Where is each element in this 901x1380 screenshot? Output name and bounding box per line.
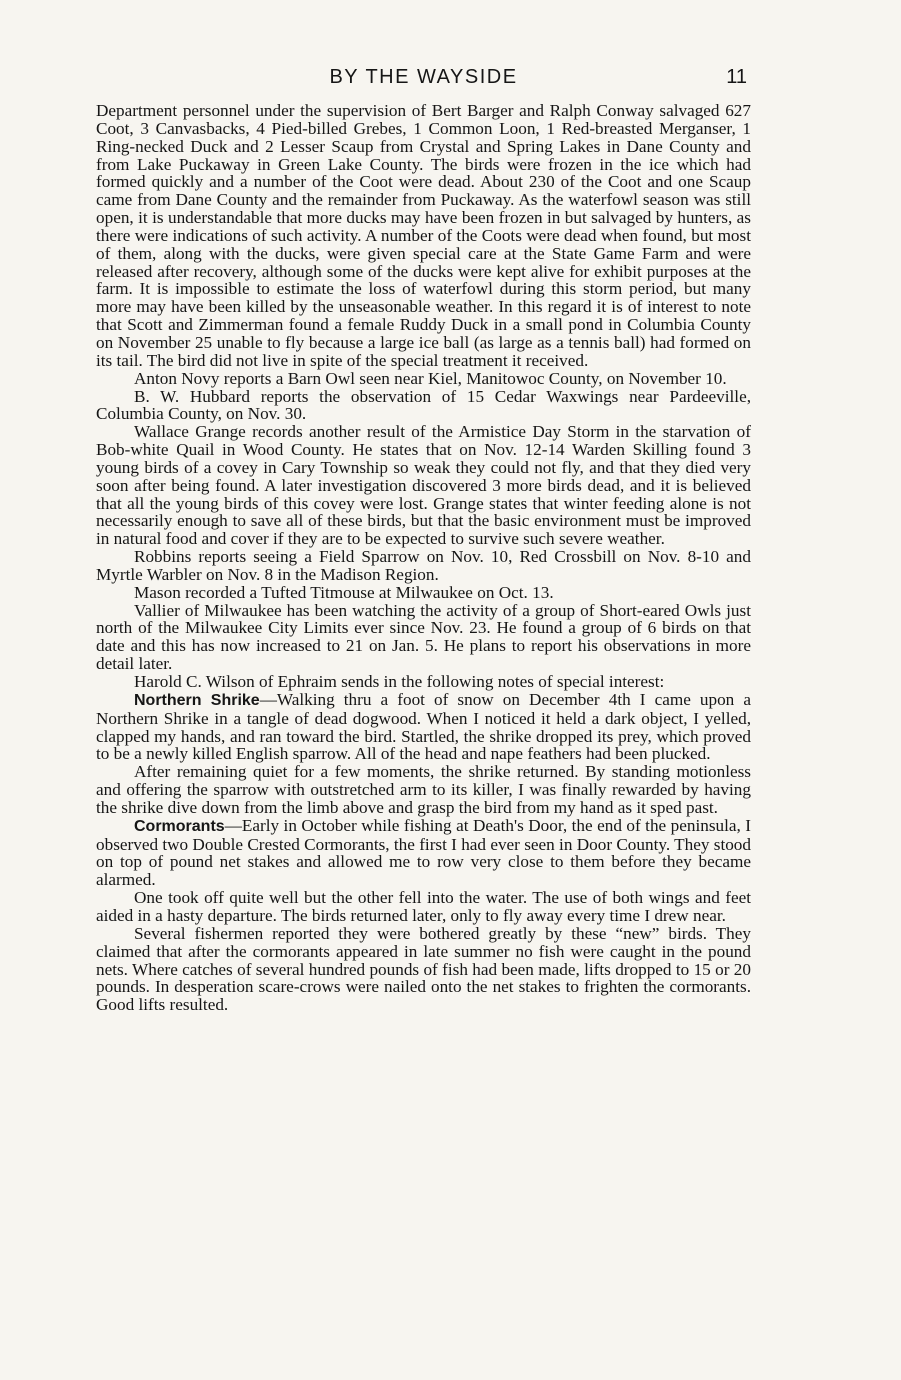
paragraph-text: Department personnel under the supervision of Bert Barger and Ralph Conway salvaged 627 Coot, 3 Canvasbacks, 4 Pied-billed Grebes, 1 Common Loon, 1 Red-breasted Merganser, 1 Ring-necked Duck and 2 Lesser Scaup from Crystal and Spring Lakes in Dane County and from Lake Puckaway in Green Lake County. The birds were frozen in the ice which had formed quickly and a number of the Coot were dead. About 230 of the Coot and one Scaup came from Dane County and the remainder from Puckaway. As the waterfowl season was still open, it is understandable that more ducks may have been frozen in but salvaged by hunters, as there were indications of such activity. A number of the Coots were dead when found, but most of them, along with the ducks, were given special care at the State Game Farm and were released after recovery, although some of the ducks were kept alive for exhibit purposes at the farm. It is impossible to estimate the loss of waterfowl during this storm period, but many more may have been killed by the unseasonable weather. In this regard it is of interest to note that Scott and Zimmerman found a female Ruddy Duck in a small pond in Columbia County on November 25 unable to fly because a large ice ball (as large as a tennis ball) had formed on its tail. The bird did not live in spite of the special treatment it received. [96,101,751,370]
paragraph-waterfowl-salvage [96,102,751,370]
paragraph-text: B. W. Hubbard reports the observation of 15 Cedar Waxwings near Pardeeville, Columbia County, on Nov. 30. [96,386,751,424]
paragraph-text: Several fishermen reported they were bothered greatly by these “new” birds. They claimed that after the cormorants appeared in late summer no fish were caught in the pound nets. Where catches of several hundred pounds of fish had been made, lifts dropped to 15 or 20 pounds. In desperation scare-crows were nailed onto the net stakes to frighten the cormorants. Good lifts resulted. [96,923,751,1015]
paragraph-text: Harold C. Wilson of Ephraim sends in the following notes of special interest: [134,672,665,691]
body-text [96,102,751,1014]
paragraph-cedar-waxwings [96,388,751,424]
paragraph-text: After remaining quiet for a few moments, the shrike returned. By standing motionless and offering the sparrow with outstretched arm to its killer, I was finally rewarded by having the shrike dive down from the limb above and grasp the bird from my hand as it sped past. [96,762,751,817]
paragraph-text: Vallier of Milwaukee has been watching the activity of a group of Short-eared Owls just north of the Milwaukee City Limits ever since Nov. 23. He found a group of 6 birds on that date and this has now increased to 21 on Jan. 5. He plans to report his observations in more detail later. [96,600,751,674]
paragraph-text: One took off quite well but the other fell into the water. The use of both wings and feet aided in a hasty departure. The birds returned later, only to fly away every time I drew near. [96,888,751,925]
paragraph-text: Wallace Grange records another result of the Armistice Day Storm in the starvation of Bob-white Quail in Wood County. He states that on Nov. 12-14 Warden Skilling found 3 young birds of a covey in Cary Township so weak they could not fly, and that they died very soon after being found. A later investigation discovered 3 more birds dead, and it is believed that all the young birds of this covey were lost. Grange states that winter feeding alone is not necessarily enough to save all of these birds, but that the basic environment must be improved in natural food and cover if they are to be expected to survive such severe weather. [96,422,751,549]
paragraph-wilson-intro [96,673,751,691]
page-header [96,62,751,92]
paragraph-tufted-titmouse [96,584,751,602]
paragraph-text: —Walking thru a foot of snow on December 4th I came upon a Northern Shrike in a tangle of dead dogwood. When I noticed it held a dark object, I yelled, clapped my hands, and ran toward the bird. Startled, the shrike dropped its prey, which proved to be a newly killed English sparrow. All of the head and nape feathers had been plucked. [96,689,751,764]
paragraph-text: Robbins reports seeing a Field Sparrow on Nov. 10, Red Crossbill on Nov. 8-10 and Myrtle Warbler on Nov. 8 in the Madison Region. [96,547,751,584]
paragraph-shrike-returned [96,763,751,817]
paragraph-bob-white-quail [96,423,751,548]
paragraph-robbins-report [96,548,751,584]
paragraph-short-eared-owls [96,602,751,673]
paragraph-cormorants [96,817,751,889]
paragraph-text: —Early in October while fishing at Death's Door, the end of the peninsula, I observed two Double Crested Cormorants, the first I had ever seen in Door County. They stood on top of pound net stakes and allowed me to row very close to them before they became alarmed. [96,815,751,890]
paragraph-text: Anton Novy reports a Barn Owl seen near Kiel, Manitowoc County, on November 10. [134,368,727,388]
run-in-heading: Cormorants [134,817,225,835]
running-title: BY THE WAYSIDE [329,66,518,88]
run-in-heading: Northern Shrike [134,691,260,709]
paragraph-northern-shrike [96,691,751,763]
paragraph-fishermen [96,925,751,1014]
paragraph-text: Mason recorded a Tufted Titmouse at Milwaukee on Oct. 13. [134,582,554,602]
paragraph-barn-owl [96,370,751,388]
page-number: 11 [726,66,747,88]
paragraph-cormorant-departure [96,889,751,925]
